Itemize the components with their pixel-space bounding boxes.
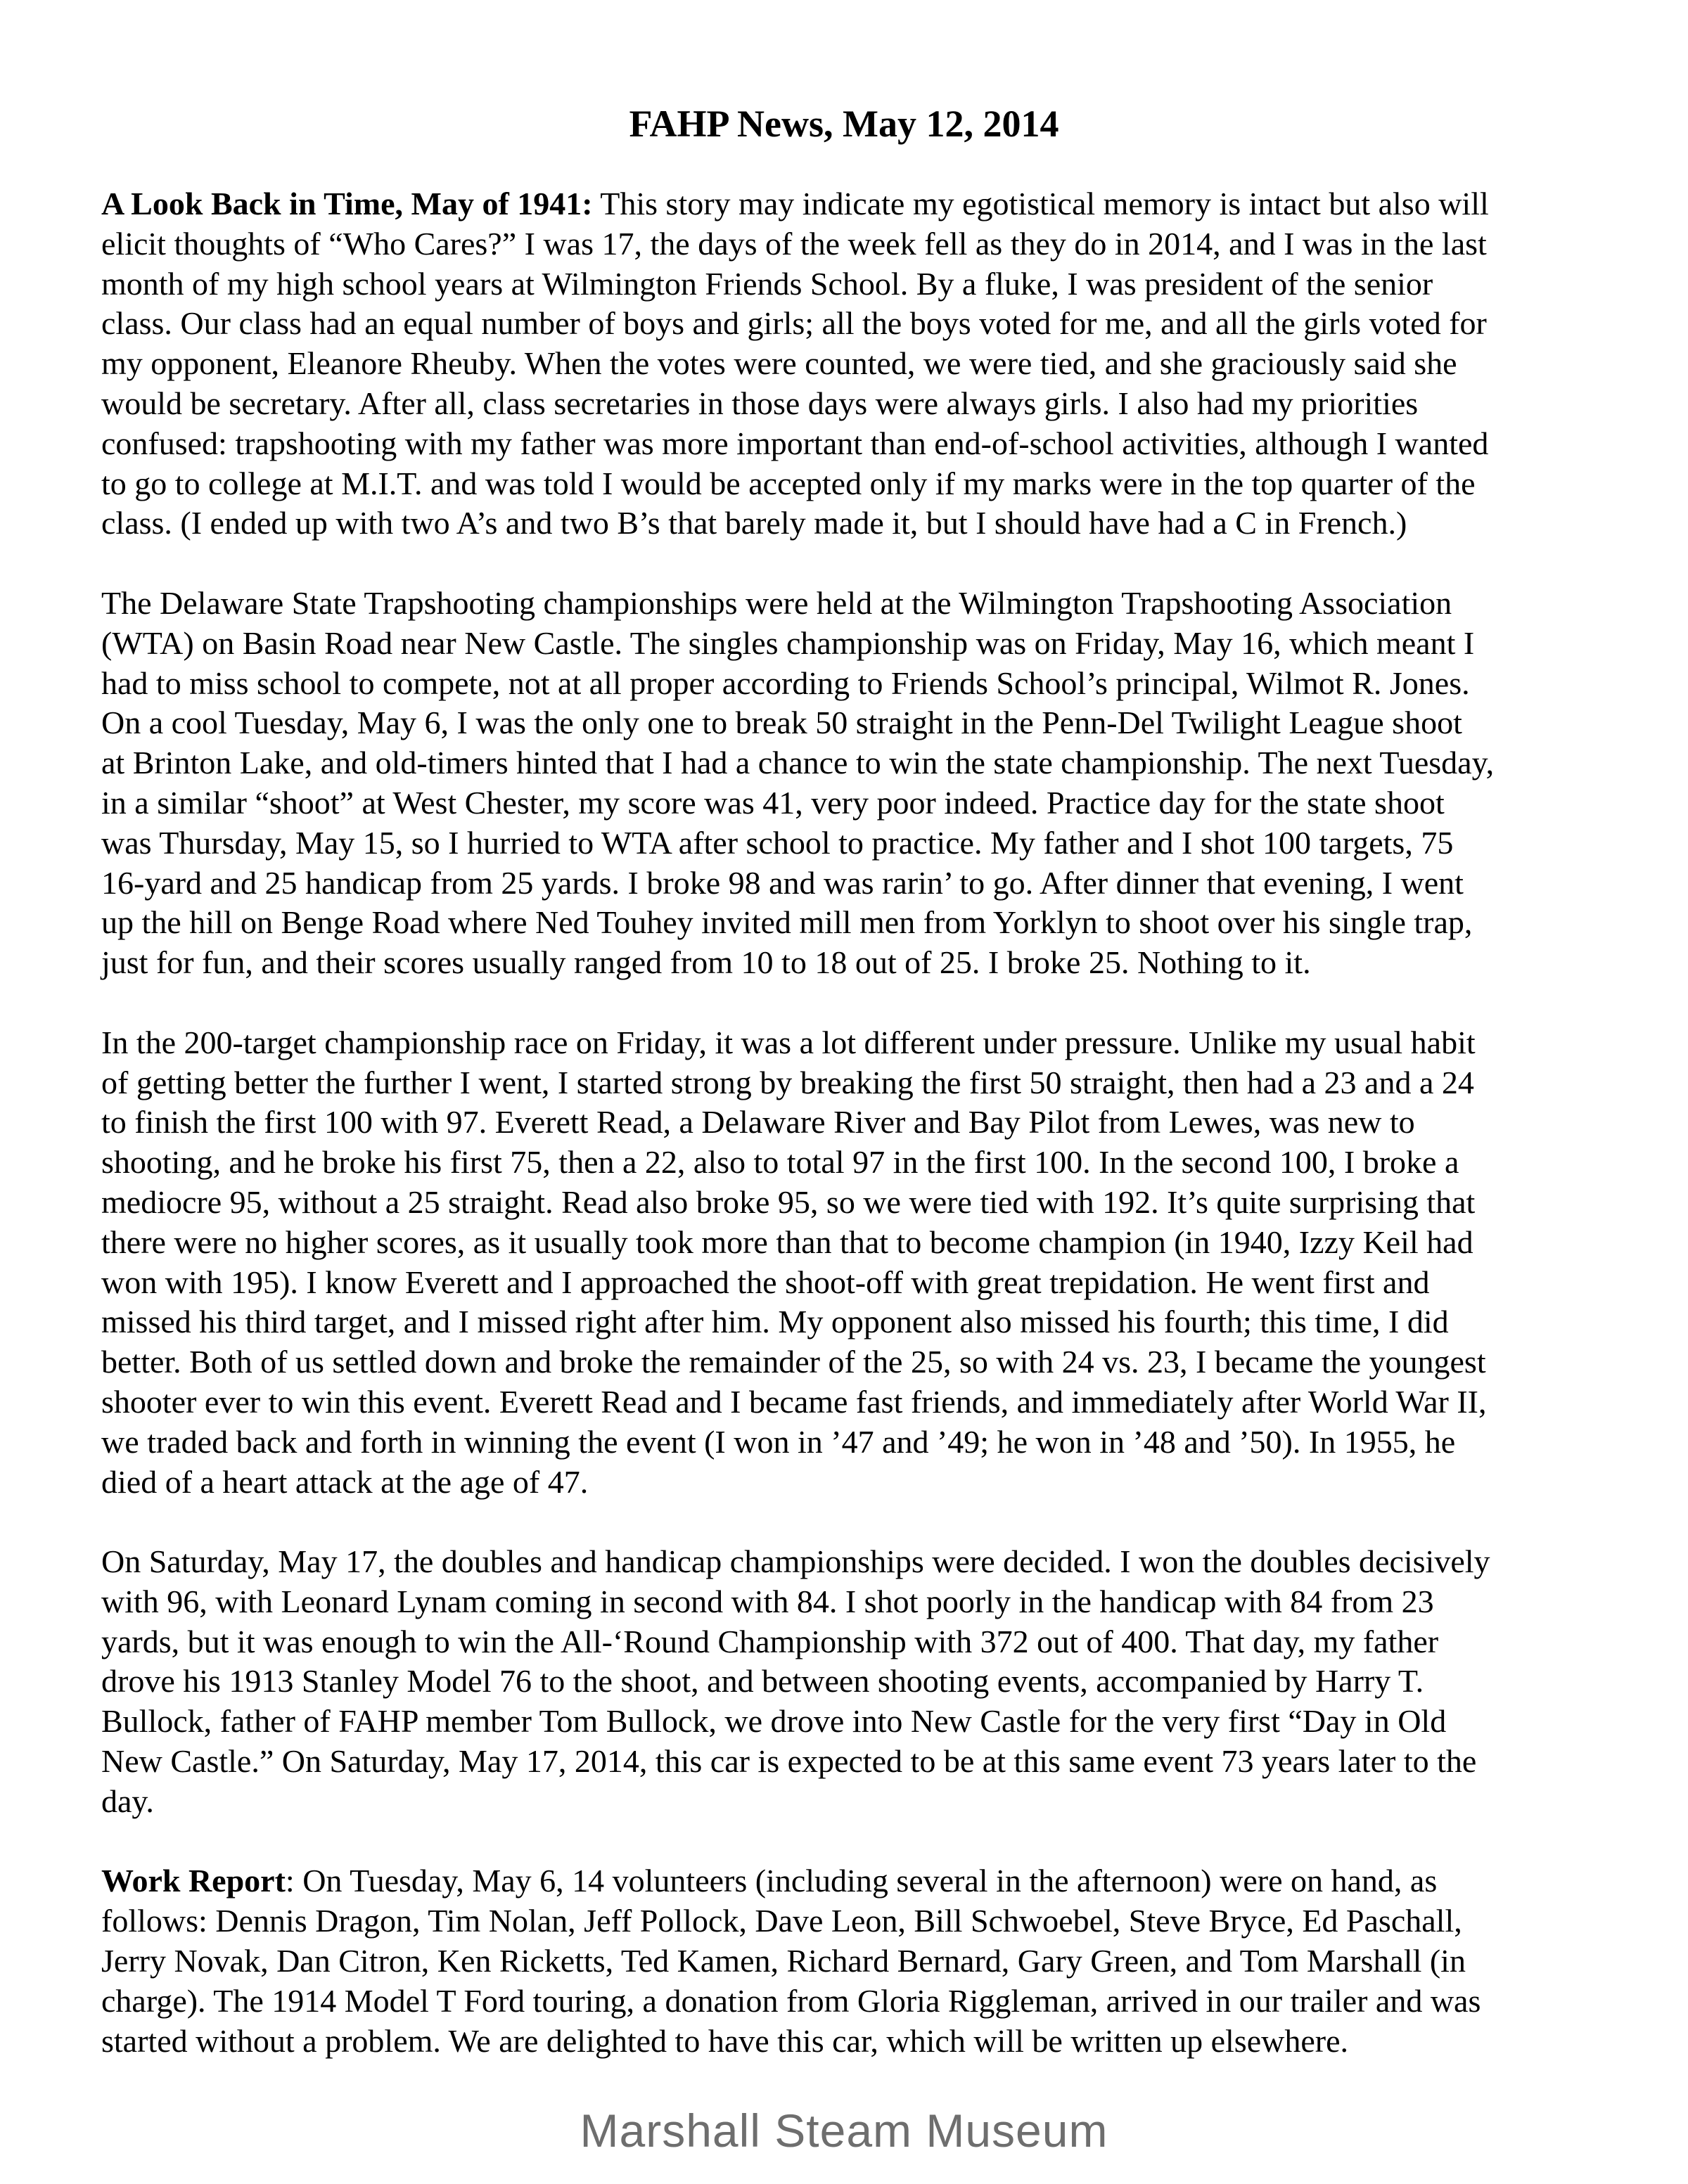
text-line <box>101 823 1620 863</box>
text-line <box>101 1662 1620 1702</box>
line-text: follows: Dennis Dragon, Tim Nolan, Jeff Pollock, Dave Leon, Bill Schwoebel, Steve Bryce, Ed Paschall, <box>101 1903 1462 1939</box>
line-text: yards, but it was enough to win the All-‘Round Championship with 372 out of 400. That day, my father <box>101 1623 1439 1659</box>
text-line <box>101 1702 1620 1742</box>
line-text: (WTA) on Basin Road near New Castle. The singles championship was on Friday, May 16, which meant I <box>101 624 1475 661</box>
text-line <box>101 1263 1620 1303</box>
line-text: drove his 1913 Stanley Model 76 to the shoot, and between shooting events, accompanied by Harry T. <box>101 1663 1424 1700</box>
paragraph <box>101 1023 1620 1503</box>
text-line <box>101 464 1620 504</box>
line-text: class. (I ended up with two A’s and two B’s that barely made it, but I should have had a C in French.) <box>101 505 1407 541</box>
text-line <box>101 1063 1620 1103</box>
text-line <box>101 664 1620 704</box>
text-line <box>101 1302 1620 1342</box>
line-text: we traded back and forth in winning the event (I won in ’47 and ’49; he won in ’48 and ’50). In 1955, he <box>101 1423 1456 1460</box>
text-line <box>101 1582 1620 1622</box>
text-line <box>101 1981 1620 2022</box>
text-line <box>101 1542 1620 1582</box>
line-text: my opponent, Eleanore Rheuby. When the votes were counted, we were tied, and she graciously said she <box>101 345 1457 382</box>
text-line <box>101 1742 1620 1782</box>
paragraph <box>101 1861 1620 2061</box>
line-text: class. Our class had an equal number of boys and girls; all the boys voted for me, and all the girls voted for <box>101 305 1487 342</box>
line-text: with 96, with Leonard Lynam coming in second with 84. I shot poorly in the handicap with 84 from 23 <box>101 1583 1434 1619</box>
line-text: : On Tuesday, May 6, 14 volunteers (including several in the afternoon) were on hand, as <box>285 1863 1438 1899</box>
line-text: New Castle.” On Saturday, May 17, 2014, this car is expected to be at this same event 73 years later to the <box>101 1743 1477 1780</box>
line-text: of getting better the further I went, I started strong by breaking the first 50 straight, then had a 23 and a 24 <box>101 1064 1474 1100</box>
line-text: was Thursday, May 15, so I hurried to WTA after school to practice. My father and I shot 100 targets, 75 <box>101 824 1454 861</box>
text-line <box>101 743 1620 783</box>
text-line <box>101 624 1620 664</box>
text-line <box>101 2022 1620 2062</box>
text-line <box>101 1103 1620 1143</box>
text-line <box>101 1183 1620 1223</box>
line-text: just for fun, and their scores usually ranged from 10 to 18 out of 25. I broke 25. Nothing to it. <box>101 944 1311 981</box>
line-text: died of a heart attack at the age of 47. <box>101 1463 589 1500</box>
text-line <box>101 384 1620 424</box>
line-text: shooter ever to win this event. Everett Read and I became fast friends, and immediately after World War II, <box>101 1383 1487 1420</box>
text-line <box>101 1223 1620 1263</box>
text-line <box>101 1382 1620 1422</box>
line-text: elicit thoughts of “Who Cares?” I was 17, the days of the week fell as they do in 2014, and I was in the last <box>101 225 1487 262</box>
text-line <box>101 1622 1620 1662</box>
document-body <box>101 184 1620 2101</box>
line-text: to finish the first 100 with 97. Everett Read, a Delaware River and Bay Pilot from Lewes, was new to <box>101 1104 1415 1141</box>
text-line <box>101 1342 1620 1382</box>
line-text: In the 200-target championship race on Friday, it was a lot different under pressure. Unlike my usual habit <box>101 1024 1476 1060</box>
line-text: up the hill on Benge Road where Ned Touhey invited mill men from Yorklyn to shoot over his single trap, <box>101 904 1473 941</box>
text-line <box>101 943 1620 983</box>
line-text: 16-yard and 25 handicap from 25 yards. I broke 98 and was rarin’ to go. After dinner that evening, I went <box>101 864 1464 901</box>
line-text: The Delaware State Trapshooting championships were held at the Wilmington Trapshooting Association <box>101 584 1452 621</box>
line-text: at Brinton Lake, and old-timers hinted that I had a chance to win the state championship. The next Tuesday, <box>101 745 1495 781</box>
text-line <box>101 1463 1620 1503</box>
page-title: FAHP News, May 12, 2014 <box>629 103 1059 145</box>
text-line <box>101 1941 1620 1981</box>
line-text: would be secretary. After all, class secretaries in those days were always girls. I also had my priorities <box>101 385 1419 421</box>
text-line <box>101 584 1620 624</box>
line-text: there were no higher scores, as it usually took more than that to become champion (in 1940, Izzy Keil had <box>101 1223 1473 1260</box>
line-text: Jerry Novak, Dan Citron, Ken Ricketts, Ted Kamen, Richard Bernard, Gary Green, and Tom Marshall (in <box>101 1943 1466 1979</box>
line-text: missed his third target, and I missed right after him. My opponent also missed his fourth; this time, I did <box>101 1304 1449 1340</box>
paragraph-heading: A Look Back in Time, May of 1941: <box>101 186 593 221</box>
line-text: had to miss school to compete, not at all proper according to Friends School’s principal, Wilmot R. Jones. <box>101 664 1470 701</box>
text-line <box>101 903 1620 943</box>
text-line <box>101 264 1620 304</box>
line-text: On a cool Tuesday, May 6, I was the only one to break 50 straight in the Penn-Del Twilight League shoot <box>101 705 1462 741</box>
text-line <box>101 1023 1620 1063</box>
text-line <box>101 1422 1620 1463</box>
text-line <box>101 344 1620 384</box>
line-text: This story may indicate my egotistical memory is intact but also will <box>592 186 1489 221</box>
line-text: charge). The 1914 Model T Ford touring, a donation from Gloria Riggleman, arrived in our trailer and was <box>101 1982 1481 2019</box>
line-text: Bullock, father of FAHP member Tom Bullock, we drove into New Castle for the very first “Day in Old <box>101 1703 1447 1740</box>
text-line <box>101 1143 1620 1183</box>
text-line <box>101 503 1620 544</box>
text-line <box>101 1861 1620 1901</box>
text-line <box>101 424 1620 464</box>
watermark: Marshall Steam Museum <box>580 2105 1108 2157</box>
text-line <box>101 1901 1620 1941</box>
line-text: to go to college at M.I.T. and was told I would be accepted only if my marks were in the top quarter of the <box>101 465 1476 501</box>
text-line <box>101 703 1620 743</box>
text-line <box>101 1782 1620 1822</box>
text-line <box>101 304 1620 344</box>
line-text: mediocre 95, without a 25 straight. Read also broke 95, so we were tied with 192. It’s quite surprising that <box>101 1183 1476 1220</box>
line-text: confused: trapshooting with my father was more important than end-of-school activities, although I wanted <box>101 425 1489 461</box>
text-line <box>101 184 1620 224</box>
text-line <box>101 224 1620 264</box>
paragraph <box>101 1542 1620 1822</box>
line-text: better. Both of us settled down and broke the remainder of the 25, so with 24 vs. 23, I became the youngest <box>101 1344 1486 1380</box>
line-text: in a similar “shoot” at West Chester, my score was 41, very poor indeed. Practice day for the state shoot <box>101 784 1445 821</box>
line-text: started without a problem. We are delighted to have this car, which will be written up elsewhere. <box>101 2022 1348 2059</box>
paragraph <box>101 584 1620 983</box>
line-text: day. <box>101 1782 154 1819</box>
paragraph-heading: Work Report <box>101 1863 286 1899</box>
text-line <box>101 863 1620 904</box>
line-text: month of my high school years at Wilmington Friends School. By a fluke, I was president of the senior <box>101 265 1433 302</box>
line-text: shooting, and he broke his first 75, then a 22, also to total 97 in the first 100. In the second 100, I broke a <box>101 1144 1459 1181</box>
line-text: On Saturday, May 17, the doubles and handicap championships were decided. I won the doubles decisively <box>101 1543 1490 1580</box>
text-line <box>101 783 1620 823</box>
line-text: won with 195). I know Everett and I approached the shoot-off with great trepidation. He went first and <box>101 1264 1430 1300</box>
paragraph <box>101 184 1620 544</box>
